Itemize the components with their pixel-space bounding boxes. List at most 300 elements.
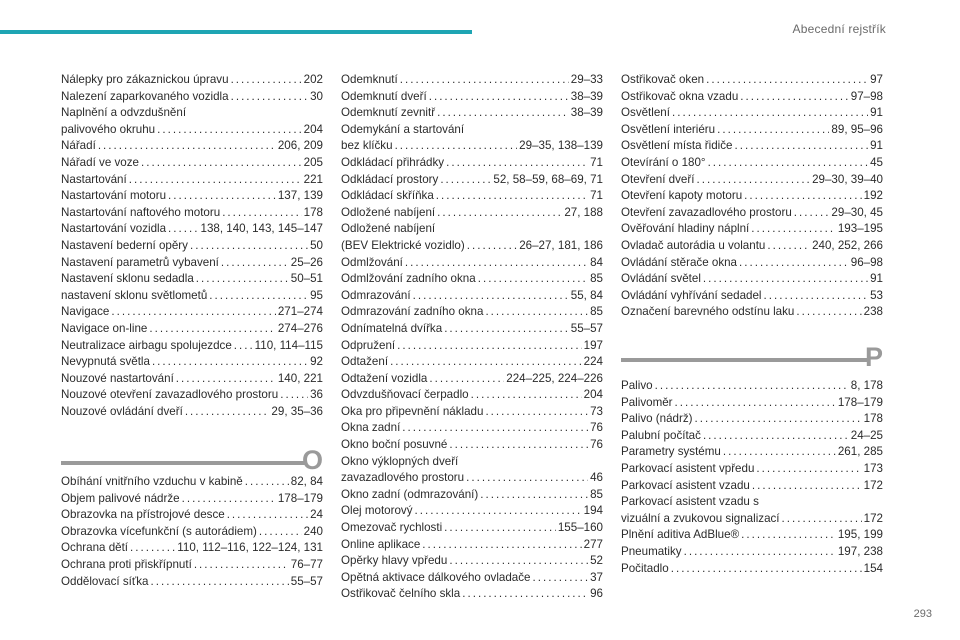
- index-entry-pages: 55–57: [570, 321, 603, 335]
- index-entry: [61, 338, 323, 355]
- index-entry: [61, 557, 323, 574]
- index-column-1: [61, 72, 323, 420]
- index-entry: [61, 105, 323, 138]
- index-entry-term: Osvětlení: [621, 106, 670, 120]
- index-entry: [61, 507, 323, 524]
- index-entry-pages: 202: [303, 73, 323, 86]
- dot-leader: [422, 537, 581, 554]
- index-entry-term: Palivo (nádrž): [621, 412, 693, 426]
- index-entry-term: Odemknutí: [341, 73, 398, 86]
- index-entry-pages: 238: [863, 305, 883, 319]
- index-entry-pages: 204: [303, 122, 323, 136]
- dot-leader: [395, 138, 518, 155]
- page-number: 293: [913, 608, 932, 620]
- index-entry: [341, 387, 603, 404]
- dot-leader: [209, 288, 308, 305]
- index-entry: [341, 205, 603, 222]
- dot-leader: [675, 395, 836, 412]
- index-entry-pages: 53: [870, 288, 883, 302]
- index-entry-pages: 274–276: [277, 321, 323, 335]
- index-entry-pages: 138, 140, 143, 145–147: [200, 222, 323, 236]
- index-entry-pages: 8, 178: [850, 379, 883, 392]
- index-entry: [341, 155, 603, 172]
- index-entry: [621, 461, 883, 478]
- index-entry: [341, 89, 603, 106]
- dot-leader: [533, 570, 589, 587]
- index-entry-term: zavazadlového prostoru: [341, 471, 465, 485]
- index-entry-term: Opěrky hlavy vpředu: [341, 554, 448, 568]
- dot-leader: [485, 404, 588, 421]
- dot-leader: [723, 444, 836, 461]
- index-entry: [61, 387, 323, 404]
- dot-leader: [717, 122, 829, 139]
- index-entry-term: Nálepky pro zákaznickou úpravu: [61, 73, 229, 86]
- index-entry-term: Nářadí: [61, 139, 96, 153]
- index-entry: [61, 574, 323, 591]
- index-entry-term: Neutralizace airbagu spolujezdce: [61, 338, 232, 352]
- index-entry-pages: 277: [583, 537, 603, 551]
- index-entry: [61, 354, 323, 371]
- index-entry-term: Ovládání vyhřívání sedadel: [621, 288, 762, 302]
- index-entry-pages: 82, 84: [290, 475, 323, 488]
- index-entry-pages: 193–195: [837, 222, 883, 236]
- index-entry: [341, 221, 603, 254]
- index-entry: [621, 138, 883, 155]
- index-entry: [621, 72, 883, 89]
- index-entry-term: Odnímatelná dvířka: [341, 321, 443, 335]
- index-entry-term: vizuální a zvukovou signalizací: [621, 511, 780, 525]
- index-entry-term: Naplnění a odvzdušnění: [61, 106, 187, 120]
- dot-leader: [684, 544, 836, 561]
- section-letter: P: [864, 342, 883, 372]
- dot-leader: [444, 520, 556, 537]
- dot-leader: [130, 540, 175, 557]
- index-entry-term: Odkládací prostory: [341, 172, 439, 186]
- dot-leader: [415, 503, 582, 520]
- dot-leader: [176, 371, 276, 388]
- index-entry-term: Ovladač autorádia u volantu: [621, 238, 766, 252]
- index-entry: [61, 524, 323, 541]
- index-entry-pages: 155–160: [557, 521, 603, 535]
- index-entry-term: Označení barevného odstínu laku: [621, 305, 795, 319]
- index-entry: [621, 395, 883, 412]
- index-entry-pages: 85: [590, 272, 603, 286]
- index-entry: [341, 586, 603, 603]
- dot-leader: [280, 387, 308, 404]
- index-entry-pages: 52, 58–59, 68–69, 71: [493, 172, 603, 186]
- index-entry: [61, 540, 323, 557]
- index-entry-term: (BEV Elektrické vozidlo): [341, 238, 465, 252]
- index-entry-term: Pneumatiky: [621, 544, 682, 558]
- index-entry-term: Okno zadní (odmrazování): [341, 487, 479, 501]
- index-entry: [61, 138, 323, 155]
- index-entry: [621, 288, 883, 305]
- index-entry-pages: 197, 238: [837, 544, 883, 558]
- index-entry-pages: 110, 114–115: [254, 338, 323, 352]
- dot-leader: [695, 411, 862, 428]
- index-entry-term: Odkládací skříňka: [341, 189, 434, 203]
- index-entry-term: Objem palivové nádrže: [61, 491, 180, 505]
- dot-leader: [245, 474, 289, 491]
- dot-leader: [196, 271, 289, 288]
- dot-leader: [740, 89, 848, 106]
- index-entry-term: Nouzové otevření zavazadlového prostoru: [61, 388, 279, 402]
- index-entry-pages: 30: [310, 89, 323, 103]
- index-entry-pages: 91: [870, 106, 883, 120]
- index-entry: [61, 72, 323, 89]
- index-entry: [341, 288, 603, 305]
- dot-leader: [150, 574, 288, 591]
- index-entry-term: Online aplikace: [341, 537, 421, 551]
- index-entry-term: Parkovací asistent vzadu s: [621, 495, 759, 509]
- index-entry-term: bez klíčku: [341, 139, 393, 153]
- index-entry-term: Navigace on-line: [61, 321, 148, 335]
- index-entry: [341, 487, 603, 504]
- index-entry-term: Nastavení sklonu sedadla: [61, 272, 194, 286]
- index-entry-pages: 110, 112–116, 122–124, 131: [177, 541, 323, 555]
- dot-leader: [478, 271, 588, 288]
- index-entry: [341, 354, 603, 371]
- index-entry: [341, 338, 603, 355]
- index-entry-pages: 224: [583, 355, 603, 369]
- index-entry-term: Odpružení: [341, 338, 396, 352]
- index-entry: [621, 155, 883, 172]
- index-entry: [341, 537, 603, 554]
- index-entry-term: Oddělovací síťka: [61, 574, 149, 588]
- index-entry-pages: 206, 209: [277, 139, 323, 153]
- index-entry-pages: 73: [590, 404, 603, 418]
- index-entry-term: Počitadlo: [621, 561, 669, 575]
- index-entry-pages: 38–39: [570, 89, 603, 103]
- index-entry: [621, 304, 883, 321]
- index-entry: [621, 478, 883, 495]
- index-entry-term: Ovládání světel: [621, 272, 701, 286]
- index-entry-pages: 261, 285: [837, 445, 883, 459]
- index-entry-term: Ovládání stěrače okna: [621, 255, 738, 269]
- dot-leader: [752, 478, 862, 495]
- index-entry: [61, 221, 323, 238]
- index-entry-term: Odtažení: [341, 355, 389, 369]
- index-entry-pages: 29–35, 138–139: [519, 139, 603, 153]
- index-entry-pages: 55–57: [290, 574, 323, 588]
- index-entry: [341, 371, 603, 388]
- dot-leader: [751, 221, 836, 238]
- index-entry-pages: 204: [583, 388, 603, 402]
- index-entry-term: Odmrazování: [341, 288, 411, 302]
- index-entry: [621, 544, 883, 561]
- dot-leader: [437, 105, 569, 122]
- index-column-1-section-o: [61, 474, 323, 590]
- dot-leader: [222, 205, 301, 222]
- dot-leader: [141, 155, 302, 172]
- page-header-title: Abecední rejstřík: [792, 22, 886, 36]
- index-entry-pages: 91: [870, 139, 883, 153]
- index-entry-pages: 38–39: [570, 106, 603, 120]
- index-entry-term: Ochrana proti přiskřípnutí: [61, 557, 192, 571]
- dot-leader: [480, 487, 588, 504]
- index-entry-term: Nouzové nastartování: [61, 371, 174, 385]
- index-entry: [341, 553, 603, 570]
- index-entry: [341, 105, 603, 122]
- index-entry-pages: 85: [590, 305, 603, 319]
- index-entry-pages: 55, 84: [570, 288, 603, 302]
- dot-leader: [466, 470, 588, 487]
- index-entry-pages: 89, 95–96: [831, 122, 883, 136]
- dot-leader: [739, 255, 849, 272]
- index-entry-pages: 154: [863, 561, 883, 575]
- index-entry-term: Osvětlení interiéru: [621, 122, 716, 136]
- dot-leader: [397, 338, 582, 355]
- index-entry: [621, 527, 883, 544]
- index-entry-term: Palivo: [621, 379, 653, 392]
- index-entry-term: Obrazovka na přístrojové desce: [61, 508, 225, 522]
- index-entry-pages: 76: [590, 421, 603, 435]
- index-entry: [341, 503, 603, 520]
- dot-leader: [449, 437, 588, 454]
- index-entry: [341, 570, 603, 587]
- dot-leader: [402, 420, 588, 437]
- index-entry-term: Ostřikovač okna vzadu: [621, 89, 739, 103]
- dot-leader: [485, 304, 588, 321]
- dot-leader: [462, 586, 588, 603]
- index-entry-term: Otevření kapoty motoru: [621, 189, 743, 203]
- index-entry-term: Odkládací přihrádky: [341, 155, 445, 169]
- index-entry-pages: 173: [863, 461, 883, 475]
- index-entry-term: Palivoměr: [621, 395, 673, 409]
- index-column-3: [621, 72, 883, 321]
- index-entry-term: Odemykání a startování: [341, 122, 465, 136]
- index-entry-term: Nastartování: [61, 172, 127, 186]
- index-column-3-section-p: [621, 378, 883, 577]
- index-entry-term: Okna zadní: [341, 421, 401, 435]
- index-entry: [341, 72, 603, 89]
- index-entry-pages: 24: [310, 508, 323, 522]
- index-entry: [621, 561, 883, 578]
- index-entry-term: Palubní počítač: [621, 428, 701, 442]
- dot-leader: [129, 172, 302, 189]
- index-entry-term: Odemknutí dveří: [341, 89, 427, 103]
- dot-leader: [221, 255, 289, 272]
- index-entry-pages: 37: [590, 570, 603, 584]
- dot-leader: [194, 557, 289, 574]
- index-entry: [621, 271, 883, 288]
- dot-leader: [149, 321, 276, 338]
- index-entry-term: Otevírání o 180°: [621, 155, 706, 169]
- dot-leader: [734, 138, 868, 155]
- dot-leader: [706, 72, 868, 89]
- dot-leader: [703, 428, 849, 445]
- index-entry-term: Parametry systému: [621, 445, 721, 459]
- index-entry-term: Omezovač rychlosti: [341, 521, 443, 535]
- index-entry-pages: 25–26: [290, 255, 323, 269]
- index-entry-pages: 29, 35–36: [271, 404, 323, 418]
- index-entry: [61, 321, 323, 338]
- index-entry-pages: 178: [863, 412, 883, 426]
- index-entry-pages: 26–27, 181, 186: [519, 238, 603, 252]
- dot-leader: [744, 188, 862, 205]
- index-entry-term: Nevypnutá světla: [61, 355, 150, 369]
- index-entry-term: Opětná aktivace dálkového ovladače: [341, 570, 531, 584]
- dot-leader: [467, 238, 517, 255]
- dot-leader: [400, 72, 569, 89]
- index-entry-term: Odmlžování zadního okna: [341, 272, 476, 286]
- index-entry-pages: 36: [310, 388, 323, 402]
- index-entry: [341, 271, 603, 288]
- index-entry-pages: 45: [870, 155, 883, 169]
- section-divider-p: [621, 340, 883, 380]
- index-entry: [341, 122, 603, 155]
- index-entry-term: Obrazovka vícefunkční (s autorádiem): [61, 524, 257, 538]
- index-entry: [61, 288, 323, 305]
- index-entry-pages: 46: [590, 471, 603, 485]
- index-entry-term: Ostřikovač oken: [621, 73, 705, 86]
- index-entry: [341, 420, 603, 437]
- index-entry-pages: 192: [863, 189, 883, 203]
- index-entry-pages: 197: [583, 338, 603, 352]
- index-entry: [61, 238, 323, 255]
- index-entry: [621, 188, 883, 205]
- index-entry-term: Ověřování hladiny náplní: [621, 222, 750, 236]
- index-entry-pages: 29–30, 39–40: [812, 172, 883, 186]
- dot-leader: [440, 172, 491, 189]
- index-entry-term: Ostřikovač čelního skla: [341, 587, 461, 601]
- index-entry-pages: 271–274: [277, 305, 323, 319]
- index-entry: [61, 271, 323, 288]
- index-entry-term: Obíhání vnitřního vzduchu v kabině: [61, 475, 243, 488]
- index-column-2: [341, 72, 603, 603]
- index-entry-term: Parkovací asistent vzadu: [621, 478, 750, 492]
- index-entry-term: Odtažení vozidla: [341, 371, 428, 385]
- index-entry-term: Olej motorový: [341, 504, 413, 518]
- index-entry-pages: 29–30, 45: [831, 205, 883, 219]
- index-entry-pages: 92: [310, 355, 323, 369]
- index-entry-term: Odmlžování: [341, 255, 403, 269]
- dot-leader: [152, 354, 308, 371]
- dot-leader: [449, 553, 588, 570]
- dot-leader: [794, 205, 830, 222]
- index-entry: [61, 404, 323, 421]
- dot-leader: [671, 561, 862, 578]
- index-entry-term: Odemknutí zevnitř: [341, 106, 436, 120]
- index-entry: [61, 304, 323, 321]
- index-entry-term: Okno boční posuvné: [341, 438, 448, 452]
- index-entry: [621, 172, 883, 189]
- section-rule: [61, 461, 307, 465]
- index-entry: [621, 444, 883, 461]
- index-entry-pages: 178: [303, 205, 323, 219]
- index-entry: [621, 378, 883, 395]
- dot-leader: [231, 89, 309, 106]
- index-entry-pages: 85: [590, 487, 603, 501]
- index-entry-term: Okno výklopných dveří: [341, 454, 459, 468]
- index-entry: [341, 255, 603, 272]
- dot-leader: [708, 155, 869, 172]
- index-entry-term: Navigace: [61, 305, 110, 319]
- dot-leader: [655, 378, 849, 395]
- index-entry-pages: 140, 221: [277, 371, 323, 385]
- index-entry-term: Parkovací asistent vpředu: [621, 461, 755, 475]
- index-entry: [341, 321, 603, 338]
- dot-leader: [168, 188, 276, 205]
- index-entry-term: Otevření zavazadlového prostoru: [621, 205, 792, 219]
- index-entry-pages: 221: [303, 172, 323, 186]
- index-entry: [341, 454, 603, 487]
- dot-leader: [782, 511, 862, 528]
- index-entry-pages: 50–51: [290, 272, 323, 286]
- index-entry: [61, 205, 323, 222]
- index-entry: [621, 428, 883, 445]
- dot-leader: [429, 371, 504, 388]
- dot-leader: [437, 205, 562, 222]
- index-entry-term: Nastartování motoru: [61, 189, 167, 203]
- index-entry-term: Nastartování vozidla: [61, 222, 167, 236]
- index-entry-pages: 96: [590, 587, 603, 601]
- index-entry: [61, 188, 323, 205]
- dot-leader: [231, 72, 302, 89]
- index-entry-pages: 205: [303, 155, 323, 169]
- index-entry: [61, 89, 323, 106]
- dot-leader: [185, 404, 270, 421]
- dot-leader: [390, 354, 582, 371]
- index-entry: [61, 491, 323, 508]
- section-rule: [621, 358, 867, 362]
- index-entry-pages: 76–77: [290, 557, 323, 571]
- dot-leader: [405, 255, 588, 272]
- index-entry-term: Nastavení bederní opěry: [61, 238, 188, 252]
- dot-leader: [98, 138, 276, 155]
- dot-leader: [444, 321, 569, 338]
- index-entry-pages: 76: [590, 438, 603, 452]
- index-entry-term: Ochrana dětí: [61, 541, 129, 555]
- dot-leader: [234, 338, 253, 355]
- dot-leader: [227, 507, 308, 524]
- index-entry-pages: 195, 199: [837, 528, 883, 542]
- index-entry-term: Nouzové ovládání dveří: [61, 404, 183, 418]
- index-entry: [61, 371, 323, 388]
- index-entry: [341, 404, 603, 421]
- index-entry: [61, 255, 323, 272]
- dot-leader: [190, 238, 308, 255]
- index-entry-pages: 172: [863, 511, 883, 525]
- index-entry-pages: 96–98: [850, 255, 883, 269]
- index-entry-term: Odložené nabíjení: [341, 222, 436, 236]
- index-entry-term: Plnění aditiva AdBlue®: [621, 528, 740, 542]
- index-entry-pages: 84: [590, 255, 603, 269]
- index-entry: [621, 238, 883, 255]
- index-entry: [621, 221, 883, 238]
- dot-leader: [157, 122, 302, 139]
- index-entry-pages: 194: [583, 504, 603, 518]
- dot-leader: [796, 304, 861, 321]
- index-entry-term: palivového okruhu: [61, 122, 156, 136]
- index-entry: [61, 172, 323, 189]
- index-entry: [621, 122, 883, 139]
- index-entry-pages: 24–25: [850, 428, 883, 442]
- index-entry-term: Nalezení zaparkovaného vozidla: [61, 89, 229, 103]
- dot-leader: [446, 155, 588, 172]
- dot-leader: [471, 387, 582, 404]
- index-entry-pages: 50: [310, 238, 323, 252]
- dot-leader: [703, 271, 868, 288]
- index-entry: [621, 89, 883, 106]
- index-entry-pages: 178–179: [277, 491, 323, 505]
- index-entry: [621, 255, 883, 272]
- index-entry-pages: 97–98: [850, 89, 883, 103]
- dot-leader: [429, 89, 569, 106]
- index-entry: [621, 105, 883, 122]
- index-entry: [61, 155, 323, 172]
- dot-leader: [436, 188, 588, 205]
